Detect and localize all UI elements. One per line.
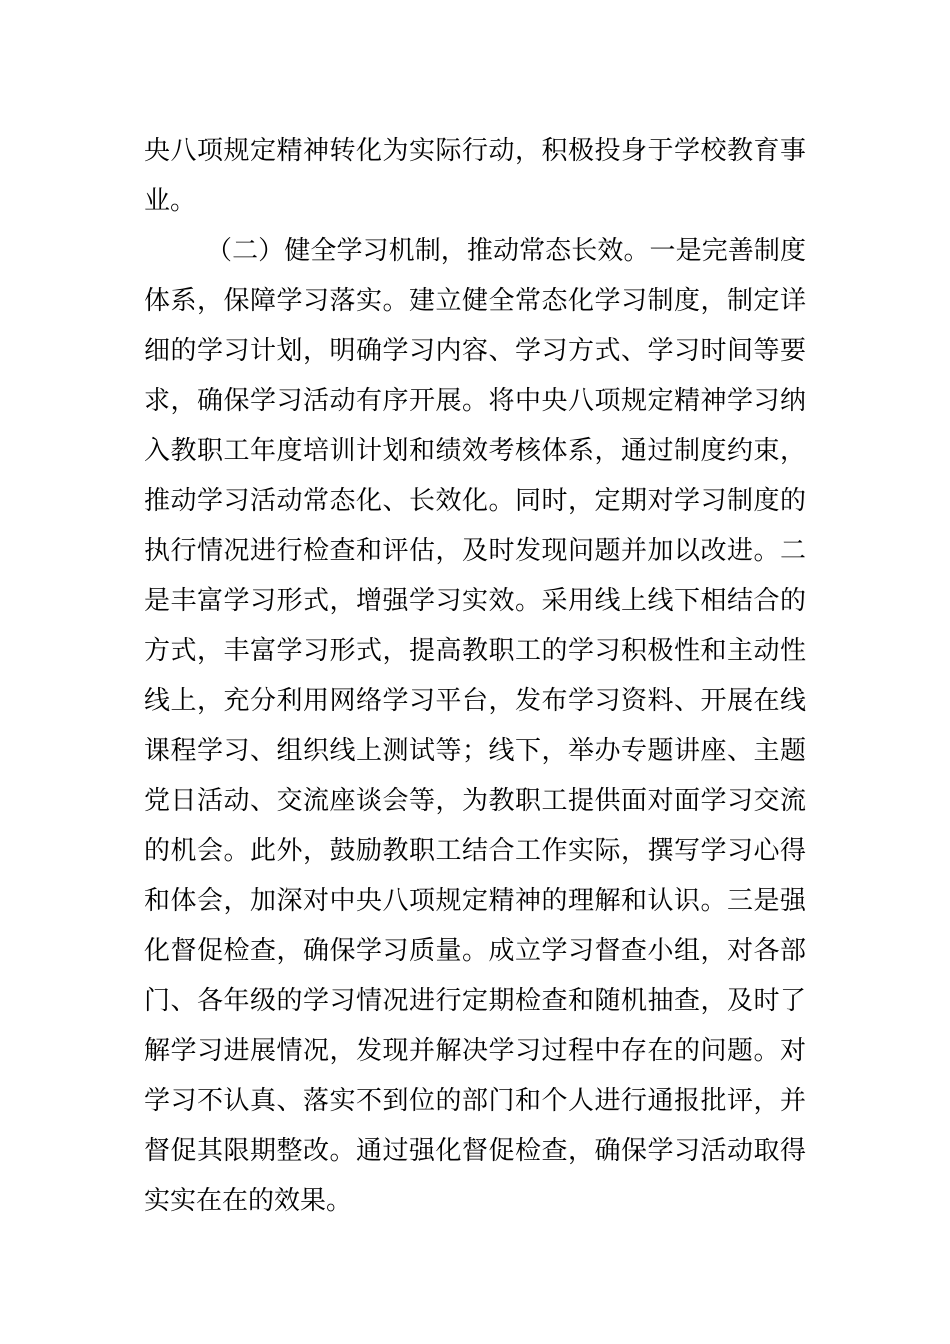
text-line: [144, 676, 806, 726]
text-line-content: 解学习进展情况，发现并解决学习过程中存在的问题。对: [144, 1036, 806, 1066]
text-line: [144, 1176, 806, 1226]
text-line: [144, 1076, 806, 1126]
text-line-content: 和体会，加深对中央八项规定精神的理解和认识。三是强: [144, 886, 806, 916]
text-line-content: 门、各年级的学习情况进行定期检查和随机抽查，及时了: [144, 986, 806, 1016]
text-line-content: 业。: [144, 186, 197, 216]
text-line-content: 实实在在的效果。: [144, 1186, 353, 1216]
text-line: [144, 826, 806, 876]
text-line-content: 细的学习计划，明确学习内容、学习方式、学习时间等要: [144, 336, 806, 366]
text-line: [144, 876, 806, 926]
text-line-content: 的机会。此外，鼓励教职工结合工作实际，撰写学习心得: [144, 836, 806, 866]
text-line-content: 方式，丰富学习形式，提高教职工的学习积极性和主动性: [144, 636, 806, 666]
text-line: [144, 126, 806, 176]
text-line: [144, 976, 806, 1026]
text-line: [144, 926, 806, 976]
text-line-content: 课程学习、组织线上测试等；线下，举办专题讲座、主题: [144, 736, 806, 766]
text-line-content: 体系，保障学习落实。建立健全常态化学习制度，制定详: [144, 286, 806, 316]
text-line-content: 学习不认真、落实不到位的部门和个人进行通报批评，并: [144, 1086, 806, 1116]
text-line: [144, 276, 806, 326]
text-line: [144, 526, 806, 576]
text-line-content: 党日活动、交流座谈会等，为教职工提供面对面学习交流: [144, 786, 806, 816]
text-line: [144, 576, 806, 626]
text-line-content: 线上，充分利用网络学习平台，发布学习资料、开展在线: [144, 686, 806, 716]
paragraph-heading-line: [206, 226, 806, 276]
text-line: [144, 326, 806, 376]
text-line: [144, 626, 806, 676]
text-line-content: 督促其限期整改。通过强化督促检查，确保学习活动取得: [144, 1136, 806, 1166]
text-line: [144, 376, 806, 426]
text-line: [144, 776, 806, 826]
text-line: [144, 476, 806, 526]
text-line-content: 央八项规定精神转化为实际行动，积极投身于学校教育事: [144, 136, 806, 166]
text-line-content: 入教职工年度培训计划和绩效考核体系，通过制度约束，: [144, 436, 806, 466]
text-line-content: 求，确保学习活动有序开展。将中央八项规定精神学习纳: [144, 386, 806, 416]
text-line-content: （二）健全学习机制，推动常态长效。一是完善制度: [206, 236, 806, 266]
text-line: [144, 1126, 806, 1176]
text-line: [144, 726, 806, 776]
text-line: [144, 176, 806, 226]
text-line-content: 推动学习活动常态化、长效化。同时，定期对学习制度的: [144, 486, 806, 516]
text-line: [144, 426, 806, 476]
text-line-content: 是丰富学习形式，增强学习实效。采用线上线下相结合的: [144, 586, 806, 616]
text-line: [144, 1026, 806, 1076]
text-line-content: 化督促检查，确保学习质量。成立学习督查小组，对各部: [144, 936, 806, 966]
text-line-content: 执行情况进行检查和评估，及时发现问题并加以改进。二: [144, 536, 806, 566]
